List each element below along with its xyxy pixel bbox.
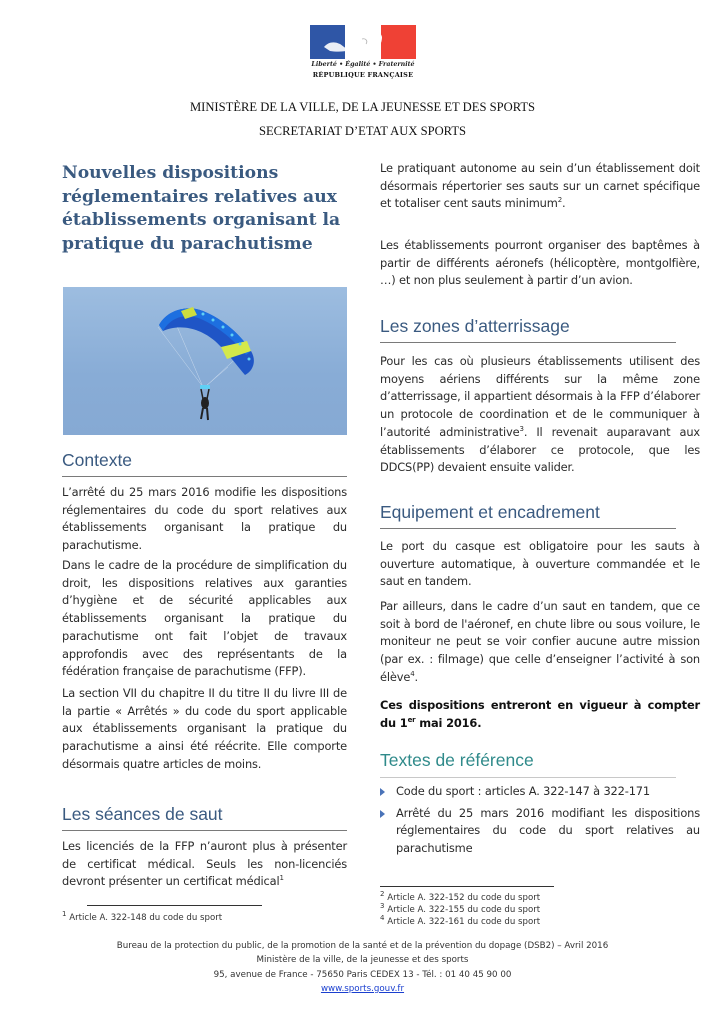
footer-ministry: Ministère de la ville, de la jeunesse et des sports xyxy=(256,955,469,966)
reference-item: Arrêté du 25 mars 2016 modifiant les dispositions réglementaires du code du sport relatives au parachutisme xyxy=(380,805,700,858)
section-divider xyxy=(62,830,347,831)
contexte-paragraph-2: Dans le cadre de la procédure de simplification du droit, les dispositions relatives aux garanties d’hygiène et de sécurité applicables aux établissements organisant la pratique du parachutisme ont fait l’objet de travaux approfondis avec des représentants de la fédération française de parachutisme (FFP). xyxy=(62,558,347,679)
reference-item: Code du sport : articles A. 322-147 à 322-171 xyxy=(380,783,700,801)
section-divider xyxy=(380,342,676,343)
contexte-paragraph-1: L’arrêté du 25 mars 2016 modifie les dispositions réglementaires du code du sport relatives aux établissements organisant la pratique du parachutisme. xyxy=(62,485,347,553)
zones-paragraph: Pour les cas où plusieurs établissements utilisent des moyens aériens différents sur la même zone d’atterrissage, il appartient désormais à la FFP d’élaborer un protocole de coordination et de le communiquer à l’autorité administrative$^3$. Il revenait auparavant aux établissements d’élaborer ce protocole, que les DDCS(PP) devaient ensuite valider. xyxy=(380,354,700,475)
footnote-separator xyxy=(380,886,554,887)
marianne-flag-icon xyxy=(310,25,416,59)
intro-paragraph-1: Le pratiquant autonome au sein d’un établissement doit désormais répertorier ses sauts sur un carnet spécifique et totaliser cent sauts minimum$^2$. xyxy=(380,161,700,211)
bullet-triangle-icon xyxy=(380,810,385,818)
footnote-ref: 4 xyxy=(410,670,415,679)
equipement-paragraph-2: Par ailleurs, dans le cadre d’un saut en tandem, que ce soit à bord de l'aéronef, en chute libre ou sous voilure, le moniteur ne peut se voir confier aucune autre mission (par ex. : filmage) que celle d’enseigner l’activité à son élève$^4$. xyxy=(380,599,700,684)
section-divider xyxy=(380,777,676,778)
section-heading-zones: Les zones d’atterrissage xyxy=(380,316,570,336)
footer-bureau: Bureau de la protection du public, de la promotion de la santé et de la prévention du dopage (DSB2) – Avril 2016 xyxy=(116,941,609,951)
footnote-1: $^1$ Article A. 322-148 du code du sport xyxy=(62,910,223,923)
reference-list xyxy=(380,783,700,858)
footnote-separator xyxy=(87,905,262,906)
footnote-ref: 1 xyxy=(279,874,284,883)
republic-label: RÉPUBLIQUE FRANÇAISE xyxy=(312,71,414,79)
footnote-2: $^2$ Article A. 322-152 du code du sport xyxy=(380,890,541,903)
footer-address: 95, avenue de France - 75650 Paris CEDEX 13 - Tél. : 01 40 45 90 00 xyxy=(213,969,512,980)
section-divider xyxy=(62,476,347,477)
equipement-paragraph-1: Le port du casque est obligatoire pour les sauts à ouverture automatique, à ouverture commandée et le saut en tandem. xyxy=(380,539,700,589)
footnote-ref: 2 xyxy=(557,196,563,205)
page-title: Nouvelles dispositions réglementaires relatives aux établissements organisant la pratique du parachutisme xyxy=(62,163,341,254)
section-divider xyxy=(380,528,676,529)
page-footer xyxy=(0,939,725,996)
intro-paragraph-2: Les établissements pourront organiser des baptêmes à partir de différents aéronefs (hélicoptère, montgolfière, …) et non plus seulement à partir d’un avion. xyxy=(380,238,700,288)
bullet-triangle-icon xyxy=(380,788,385,796)
parachutist-photo xyxy=(63,287,347,435)
website-link[interactable]: www.sports.gouv.fr xyxy=(320,983,405,994)
seances-paragraph: Les licenciés de la FFP n’auront plus à présenter de certificat médical. Seuls les non-licenciés devront présenter un certificat médical$^1$ xyxy=(62,839,347,889)
footnote-4: $^4$ Article A. 322-161 du code du sport xyxy=(380,914,541,927)
footnote-ref: 3 xyxy=(519,425,524,434)
section-heading-equipement: Equipement et encadrement xyxy=(380,502,600,522)
contexte-paragraph-3: La section VII du chapitre II du titre II du livre III de la partie « Arrêtés » du code du sport applicable aux établissements organisant la pratique du parachutisme a ainsi été réécrite. Elle comporte désormais quatre articles de moins. xyxy=(62,686,347,771)
republique-francaise-logo xyxy=(310,25,416,81)
section-heading-textes: Textes de référence xyxy=(380,750,534,770)
footnote-3: $^3$ Article A. 322-155 du code du sport xyxy=(380,902,541,915)
motto-text: Liberté • Égalité • Fraternité xyxy=(311,61,415,68)
section-heading-seances: Les séances de saut xyxy=(62,804,223,824)
ministry-heading: MINISTÈRE DE LA VILLE, DE LA JEUNESSE ET DES SPORTS xyxy=(189,100,536,114)
effective-date-notice: Ces dispositions entreront en vigueur à compter du 1er mai 2016. xyxy=(380,698,700,730)
section-heading-contexte: Contexte xyxy=(62,450,133,470)
secretariat-heading: SECRETARIAT D’ETAT AUX SPORTS xyxy=(258,124,467,138)
